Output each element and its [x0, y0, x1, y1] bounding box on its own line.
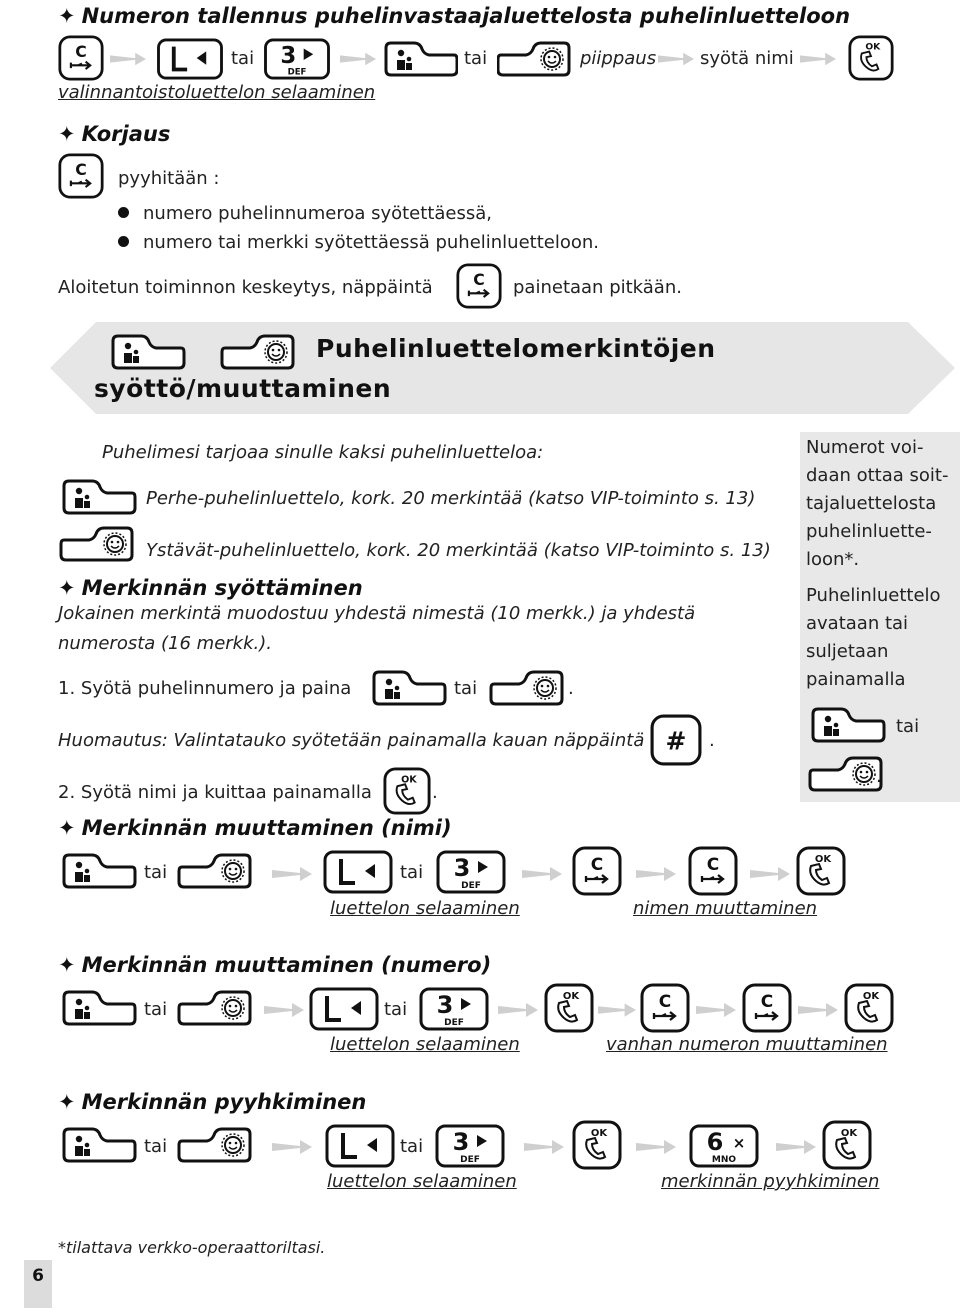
family-phonebook-key-icon: [58, 1126, 138, 1166]
family-phonebook-key-icon: [382, 40, 458, 80]
arrow-right-icon: [262, 1000, 306, 1020]
correction-heading: ✦ Korjaus: [58, 122, 171, 146]
family-phonebook-key-icon: [368, 669, 448, 709]
family-phonebook-key-icon: [58, 989, 138, 1029]
ok-key-icon: [822, 1120, 872, 1170]
step-1-text: 1. Syötä puhelinnumero ja paina: [58, 678, 352, 699]
bullet-dot: [118, 207, 129, 218]
hash-key-icon: [650, 714, 702, 766]
enter-name-text: syötä nimi: [700, 48, 794, 69]
period-text: .: [709, 730, 715, 751]
ok-key-icon: [544, 983, 594, 1033]
or-text: tai: [384, 999, 408, 1020]
change-name-text: nimen muuttaminen: [633, 898, 818, 919]
edit-name-heading: ✦ Merkinnän muuttaminen (nimi): [58, 816, 452, 840]
sidebar-note-2: Puhelinluettelo avataan tai suljetaan painamalla: [806, 585, 941, 690]
clear-key-icon: [640, 983, 690, 1033]
entry-heading: ✦ Merkinnän syöttäminen: [58, 576, 363, 600]
ok-key-icon: [796, 846, 846, 896]
key-3-def-icon: [435, 850, 507, 894]
arrow-right-icon: [338, 50, 378, 68]
or-text: tai: [464, 48, 488, 69]
key-1-icon: [324, 1124, 396, 1168]
or-text: tai: [231, 48, 255, 69]
friends-phonebook-key-icon: [176, 1126, 256, 1166]
arrow-right-icon: [496, 1000, 540, 1020]
key-1-icon: [322, 850, 394, 894]
abort-text: Aloitetun toiminnon keskeytys, näppäintä: [58, 277, 433, 298]
clear-key-icon: [58, 35, 104, 81]
arrow-right-icon: [632, 864, 680, 884]
ok-key-icon: [572, 1120, 622, 1170]
browse-list-text: luettelon selaaminen: [330, 1034, 520, 1055]
arrow-right-icon: [694, 1000, 738, 1020]
pause-note-text: Huomautus: Valintatauko syötetään painamalla kauan näppäintä: [58, 730, 645, 751]
family-phonebook-key-icon: [100, 333, 194, 373]
key-3-def-icon: [418, 987, 490, 1031]
period-text: .: [568, 678, 574, 699]
key-3-def-icon: [262, 38, 332, 80]
key-1-icon: [308, 987, 380, 1031]
arrow-right-icon: [108, 50, 148, 68]
edit-number-heading: ✦ Merkinnän muuttaminen (numero): [58, 953, 492, 977]
period-text: .: [432, 782, 438, 803]
or-text: tai: [454, 678, 478, 699]
arrow-right-icon: [266, 1137, 318, 1157]
long-press-text: painetaan pitkään.: [513, 277, 682, 298]
friends-phonebook-key-icon: [497, 40, 573, 80]
or-text: tai: [144, 862, 168, 883]
arrow-right-icon: [770, 1137, 822, 1157]
or-text: tai: [144, 999, 168, 1020]
key-6-mno-icon: [688, 1124, 760, 1168]
save-heading: ✦ Numeron tallennus puhelinvastaajaluettelosta puhelinluetteloon: [58, 4, 851, 28]
key-3-def-icon: [434, 1124, 506, 1168]
bullet-item: numero puhelinnumeroa syötettäessä,: [118, 203, 492, 224]
change-number-text: vanhan numeron muuttaminen: [606, 1034, 888, 1055]
sidebar-note-1: Numerot voi-daan ottaa soit-tajaluettelosta puhelinluette-loon*.: [806, 437, 949, 570]
ok-key-icon: [844, 983, 894, 1033]
browse-list-text: luettelon selaaminen: [327, 1171, 517, 1192]
arrow-right-icon: [798, 50, 838, 68]
banner-title-line2: syöttö/muuttaminen: [94, 374, 392, 403]
delete-entry-text: merkinnän pyyhkiminen: [661, 1171, 880, 1192]
or-text: tai: [144, 1136, 168, 1157]
delete-heading: ✦ Merkinnän pyyhkiminen: [58, 1090, 367, 1114]
arrow-right-icon: [518, 864, 566, 884]
friends-phonebook-key-icon: [212, 333, 306, 373]
clears-text: pyyhitään :: [118, 168, 220, 189]
family-phonebook-key-icon: [806, 706, 888, 746]
friends-phonebook-key-icon: [176, 852, 256, 892]
banner-title-line1: Puhelinluettelomerkintöjen: [316, 334, 716, 363]
browse-redial-text: valinnantoistoluettelon selaaminen: [58, 82, 376, 103]
entry-description-line1: Jokainen merkintä muodostuu yhdestä nimestä (10 merkk.) ja yhdestä: [58, 603, 696, 624]
bullet-dot: [118, 236, 129, 247]
clear-key-icon: [58, 153, 104, 199]
friends-phonebook-text: Ystävät-puhelinluettelo, kork. 20 merkintää (katso VIP-toiminto s. 13): [146, 540, 771, 561]
clear-key-icon: [572, 846, 622, 896]
clear-key-icon: [456, 263, 502, 309]
arrow-right-icon: [268, 864, 316, 884]
clear-key-icon: [688, 846, 738, 896]
arrow-right-icon: [518, 1137, 570, 1157]
or-text: tai: [400, 862, 424, 883]
entry-description-line2: numerosta (16 merkk.).: [58, 633, 272, 654]
or-text: tai: [400, 1136, 424, 1157]
footnote: *tilattava verkko-operaattoriltasi.: [58, 1238, 326, 1257]
clear-key-icon: [742, 983, 792, 1033]
family-phonebook-key-icon: [58, 478, 138, 518]
step-2-text: 2. Syötä nimi ja kuittaa painamalla: [58, 782, 372, 803]
ok-key-icon: [383, 767, 431, 815]
beep-text: piippaus: [580, 48, 657, 69]
family-phonebook-key-icon: [58, 852, 138, 892]
browse-list-text: luettelon selaaminen: [330, 898, 520, 919]
arrow-right-icon: [746, 864, 794, 884]
arrow-right-icon: [656, 50, 696, 68]
arrow-right-icon: [630, 1137, 682, 1157]
page-number: 6: [32, 1266, 44, 1286]
friends-phonebook-key-icon: [176, 989, 256, 1029]
family-phonebook-text: Perhe-puhelinluettelo, kork. 20 merkintää (katso VIP-toiminto s. 13): [146, 488, 756, 509]
arrow-right-icon: [598, 1000, 636, 1020]
key-1-icon: [155, 38, 225, 80]
period-text: .: [876, 766, 882, 787]
arrow-right-icon: [796, 1000, 840, 1020]
bullet-item: numero tai merkki syötettäessä puhelinluetteloon.: [118, 232, 599, 253]
friends-phonebook-key-icon: [58, 525, 138, 565]
intro-text: Puhelimesi tarjoaa sinulle kaksi puhelinluetteloa:: [102, 442, 544, 463]
or-text: tai: [896, 716, 920, 737]
ok-key-icon: [848, 35, 894, 81]
friends-phonebook-key-icon: [488, 669, 568, 709]
